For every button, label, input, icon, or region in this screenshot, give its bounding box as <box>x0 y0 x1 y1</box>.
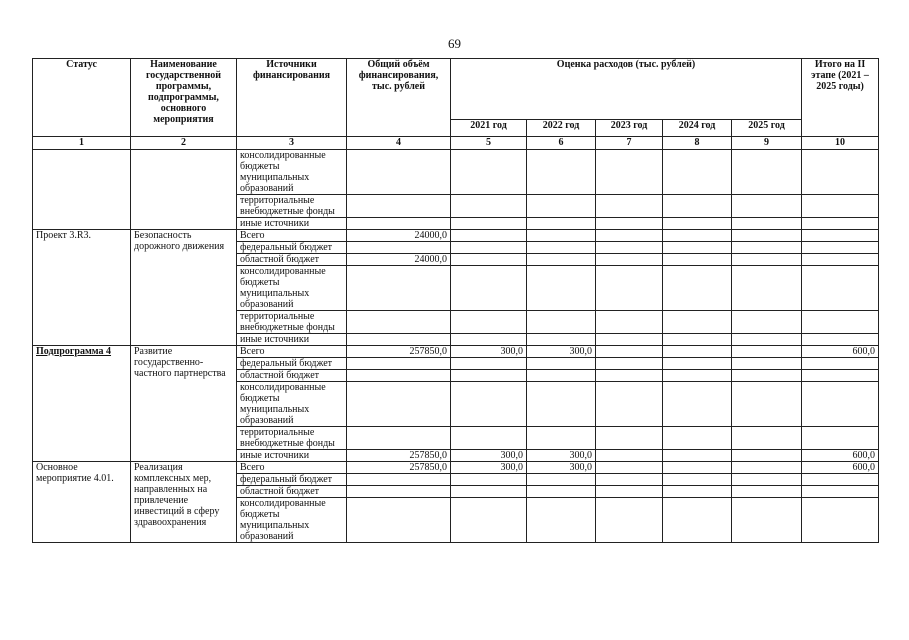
year-2021-cell <box>451 195 527 218</box>
total-cell <box>347 334 451 346</box>
year-2024-cell <box>663 346 732 358</box>
header-total: Общий объём финансирования, тыс. рублей <box>347 59 451 137</box>
source-cell: областной бюджет <box>237 254 347 266</box>
source-cell: иные источники <box>237 334 347 346</box>
name-cell: Реализация комплексных мер, направленных на привлечение инвестиций в сферу здравоохранения <box>131 462 237 543</box>
stage-total-cell <box>802 218 879 230</box>
year-2021-cell <box>451 358 527 370</box>
total-cell: 24000,0 <box>347 230 451 242</box>
stage-total-cell <box>802 498 879 543</box>
table-row <box>33 230 879 242</box>
total-cell: 257850,0 <box>347 346 451 358</box>
stage-total-cell: 600,0 <box>802 462 879 474</box>
year-2023-cell <box>596 486 663 498</box>
year-2022-cell <box>527 370 596 382</box>
table-row <box>33 462 879 474</box>
stage-total-cell <box>802 195 879 218</box>
total-cell <box>347 358 451 370</box>
table-row <box>33 346 879 358</box>
status-cell: Проект 3.R3. <box>33 230 131 346</box>
year-2024-cell <box>663 486 732 498</box>
name-cell <box>131 150 237 230</box>
column-number: 4 <box>347 137 451 150</box>
header-estimate: Оценка расходов (тыс. рублей) <box>451 59 802 120</box>
year-2021-cell <box>451 266 527 311</box>
year-2021-cell <box>451 382 527 427</box>
year-2023-cell <box>596 498 663 543</box>
year-2025-cell <box>732 358 802 370</box>
header-year-2021: 2021 год <box>451 120 527 137</box>
year-2024-cell <box>663 266 732 311</box>
table-header <box>33 59 879 150</box>
status-cell <box>33 346 131 462</box>
year-2024-cell <box>663 450 732 462</box>
year-2025-cell <box>732 150 802 195</box>
year-2025-cell <box>732 254 802 266</box>
total-cell <box>347 218 451 230</box>
year-2021-cell <box>451 218 527 230</box>
year-2022-cell <box>527 311 596 334</box>
year-2024-cell <box>663 230 732 242</box>
year-2022-cell <box>527 254 596 266</box>
stage-total-cell: 600,0 <box>802 450 879 462</box>
header-year-2024: 2024 год <box>663 120 732 137</box>
source-cell: консолидированные бюджеты муниципальных образований <box>237 150 347 195</box>
year-2024-cell <box>663 370 732 382</box>
year-2025-cell <box>732 474 802 486</box>
year-2024-cell <box>663 150 732 195</box>
year-2022-cell: 300,0 <box>527 462 596 474</box>
year-2021-cell <box>451 498 527 543</box>
source-cell: Всего <box>237 346 347 358</box>
year-2025-cell <box>732 427 802 450</box>
year-2023-cell <box>596 334 663 346</box>
source-cell: областной бюджет <box>237 486 347 498</box>
year-2024-cell <box>663 242 732 254</box>
total-cell <box>347 370 451 382</box>
total-cell <box>347 427 451 450</box>
year-2023-cell <box>596 427 663 450</box>
header-sources: Источники финансирования <box>237 59 347 137</box>
year-2023-cell <box>596 230 663 242</box>
source-cell: федеральный бюджет <box>237 242 347 254</box>
source-cell: федеральный бюджет <box>237 474 347 486</box>
year-2025-cell <box>732 346 802 358</box>
column-number: 7 <box>596 137 663 150</box>
source-cell: территориальные внебюджетные фонды <box>237 195 347 218</box>
year-2024-cell <box>663 358 732 370</box>
year-2023-cell <box>596 311 663 334</box>
year-2023-cell <box>596 218 663 230</box>
year-2021-cell <box>451 254 527 266</box>
year-2022-cell <box>527 486 596 498</box>
stage-total-cell <box>802 266 879 311</box>
header-stage-total: Итого на II этапе (2021 – 2025 годы) <box>802 59 879 137</box>
column-number: 10 <box>802 137 879 150</box>
year-2025-cell <box>732 382 802 427</box>
year-2024-cell <box>663 474 732 486</box>
source-cell: федеральный бюджет <box>237 358 347 370</box>
source-cell: консолидированные бюджеты муниципальных образований <box>237 498 347 543</box>
year-2023-cell <box>596 254 663 266</box>
year-2021-cell: 300,0 <box>451 462 527 474</box>
header-year-2022: 2022 год <box>527 120 596 137</box>
header-status: Статус <box>33 59 131 137</box>
year-2025-cell <box>732 195 802 218</box>
name-cell: Безопасность дорожного движения <box>131 230 237 346</box>
header-year-2023: 2023 год <box>596 120 663 137</box>
year-2021-cell <box>451 150 527 195</box>
source-cell: консолидированные бюджеты муниципальных образований <box>237 382 347 427</box>
total-cell <box>347 311 451 334</box>
year-2022-cell <box>527 382 596 427</box>
year-2021-cell <box>451 242 527 254</box>
year-2024-cell <box>663 195 732 218</box>
source-cell: иные источники <box>237 218 347 230</box>
year-2021-cell <box>451 486 527 498</box>
year-2025-cell <box>732 450 802 462</box>
stage-total-cell <box>802 382 879 427</box>
year-2022-cell: 300,0 <box>527 450 596 462</box>
column-number: 1 <box>33 137 131 150</box>
stage-total-cell <box>802 230 879 242</box>
year-2022-cell <box>527 195 596 218</box>
column-number: 3 <box>237 137 347 150</box>
year-2021-cell <box>451 427 527 450</box>
stage-total-cell <box>802 474 879 486</box>
source-cell: иные источники <box>237 450 347 462</box>
table-row <box>33 150 879 195</box>
total-cell <box>347 486 451 498</box>
year-2022-cell: 300,0 <box>527 346 596 358</box>
year-2022-cell <box>527 230 596 242</box>
year-2022-cell <box>527 266 596 311</box>
year-2023-cell <box>596 150 663 195</box>
year-2021-cell: 300,0 <box>451 346 527 358</box>
stage-total-cell <box>802 254 879 266</box>
source-cell: областной бюджет <box>237 370 347 382</box>
status-label: Подпрограмма 4 <box>36 346 112 357</box>
year-2021-cell <box>451 334 527 346</box>
source-cell: Всего <box>237 462 347 474</box>
stage-total-cell <box>802 427 879 450</box>
year-2025-cell <box>732 311 802 334</box>
year-2025-cell <box>732 242 802 254</box>
year-2023-cell <box>596 195 663 218</box>
year-2021-cell: 300,0 <box>451 450 527 462</box>
source-cell: Всего <box>237 230 347 242</box>
year-2021-cell <box>451 370 527 382</box>
source-cell: территориальные внебюджетные фонды <box>237 427 347 450</box>
status-cell: Основное мероприятие 4.01. <box>33 462 131 543</box>
year-2024-cell <box>663 427 732 450</box>
column-number: 8 <box>663 137 732 150</box>
year-2025-cell <box>732 498 802 543</box>
year-2021-cell <box>451 311 527 334</box>
year-2023-cell <box>596 346 663 358</box>
total-cell <box>347 474 451 486</box>
year-2025-cell <box>732 486 802 498</box>
year-2023-cell <box>596 370 663 382</box>
total-cell <box>347 242 451 254</box>
year-2024-cell <box>663 382 732 427</box>
year-2024-cell <box>663 334 732 346</box>
stage-total-cell <box>802 370 879 382</box>
year-2021-cell <box>451 230 527 242</box>
year-2024-cell <box>663 311 732 334</box>
total-cell <box>347 195 451 218</box>
source-cell: территориальные внебюджетные фонды <box>237 311 347 334</box>
year-2025-cell <box>732 230 802 242</box>
total-cell <box>347 266 451 311</box>
year-2022-cell <box>527 242 596 254</box>
name-cell: Развитие государственно-частного партнерства <box>131 346 237 462</box>
year-2023-cell <box>596 382 663 427</box>
budget-table <box>32 58 879 543</box>
total-cell: 24000,0 <box>347 254 451 266</box>
year-2024-cell <box>663 218 732 230</box>
stage-total-cell <box>802 311 879 334</box>
year-2025-cell <box>732 334 802 346</box>
column-number: 5 <box>451 137 527 150</box>
year-2025-cell <box>732 370 802 382</box>
total-cell <box>347 498 451 543</box>
year-2022-cell <box>527 150 596 195</box>
year-2023-cell <box>596 450 663 462</box>
stage-total-cell <box>802 486 879 498</box>
year-2022-cell <box>527 474 596 486</box>
header-year-2025: 2025 год <box>732 120 802 137</box>
total-cell: 257850,0 <box>347 462 451 474</box>
year-2025-cell <box>732 266 802 311</box>
source-cell: консолидированные бюджеты муниципальных образований <box>237 266 347 311</box>
year-2025-cell <box>732 462 802 474</box>
year-2022-cell <box>527 427 596 450</box>
column-number: 2 <box>131 137 237 150</box>
stage-total-cell: 600,0 <box>802 346 879 358</box>
year-2022-cell <box>527 358 596 370</box>
total-cell <box>347 382 451 427</box>
stage-total-cell <box>802 358 879 370</box>
year-2022-cell <box>527 498 596 543</box>
status-cell <box>33 150 131 230</box>
stage-total-cell <box>802 334 879 346</box>
year-2023-cell <box>596 242 663 254</box>
total-cell <box>347 150 451 195</box>
year-2024-cell <box>663 254 732 266</box>
stage-total-cell <box>802 242 879 254</box>
total-cell: 257850,0 <box>347 450 451 462</box>
header-name: Наименование государственной программы, подпрограммы, основного мероприятия <box>131 59 237 137</box>
year-2023-cell <box>596 266 663 311</box>
year-2025-cell <box>732 218 802 230</box>
column-number: 6 <box>527 137 596 150</box>
year-2023-cell <box>596 474 663 486</box>
stage-total-cell <box>802 150 879 195</box>
year-2022-cell <box>527 218 596 230</box>
page-number: 69 <box>448 36 461 51</box>
column-number: 9 <box>732 137 802 150</box>
year-2024-cell <box>663 498 732 543</box>
year-2023-cell <box>596 462 663 474</box>
year-2024-cell <box>663 462 732 474</box>
year-2023-cell <box>596 358 663 370</box>
year-2021-cell <box>451 474 527 486</box>
table-body <box>33 150 879 543</box>
year-2022-cell <box>527 334 596 346</box>
